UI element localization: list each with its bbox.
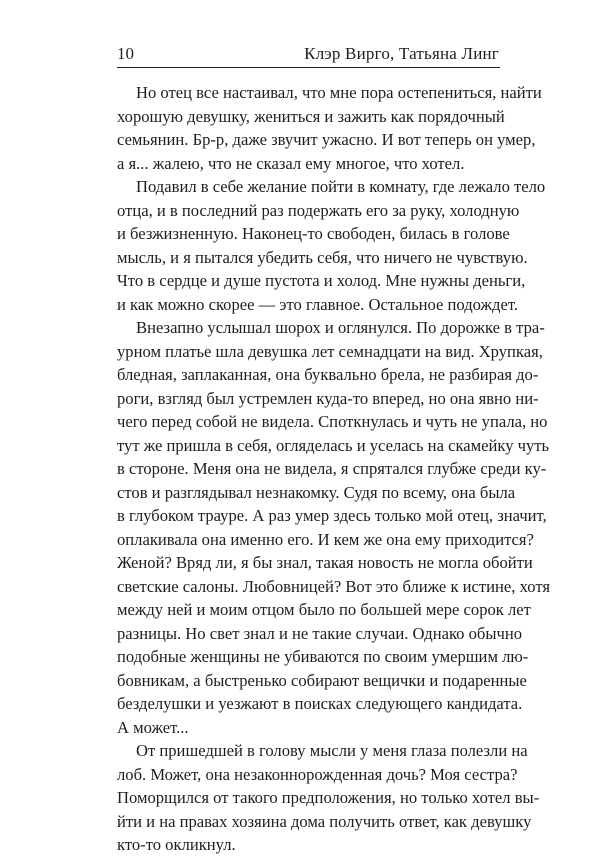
text-line: подобные женщины не убиваются по своим умершим лю- <box>117 647 529 666</box>
text-line: Внезапно услышал шорох и оглянулся. По дорожке в тра- <box>136 318 545 337</box>
text-line: Женой? Вряд ли, я бы знал, такая новость не могла обойти <box>117 553 533 572</box>
text-line: бовникам, а быстренько собирают вещички и подаренные <box>117 670 527 690</box>
text-line: кто-то окликнул. <box>117 835 236 854</box>
header-rule <box>117 67 500 68</box>
text-line: роги, взгляд был устремлен куда-то вперед, но она явно ни- <box>117 388 539 408</box>
text-line: в глубоком трауре. А раз умер здесь только мой отец, значит, <box>117 506 547 525</box>
running-head: Клэр Вирго, Татьяна Линг <box>304 44 499 63</box>
text-line: безделушки и уезжают в поисках следующего кандидата. <box>117 694 523 713</box>
text-line: хорошую девушку, жениться и зажить как порядочный <box>117 106 505 126</box>
text-line: йти и на правах хозяина дома получить ответ, как девушку <box>117 811 532 831</box>
text-line: мысль, и я пытался убедить себя, что ничего не чувствую. <box>117 247 528 267</box>
text-line: чего перед собой не видела. Споткнулась и чуть не упала, но <box>117 412 548 431</box>
text-line: стов и разглядывал незнакомку. Судя по всему, она была <box>117 482 516 502</box>
text-line: А может... <box>117 717 189 737</box>
text-line: урном платье шла девушка лет семнадцати на вид. Хрупкая, <box>117 341 543 361</box>
text-line: тут же пришла в себя, огляделась и уселась на скамейку чуть <box>117 435 550 455</box>
text-line: От пришедшей в голову мысли у меня глаза полезли на <box>136 741 528 760</box>
page-number: 10 <box>117 44 134 63</box>
text-line: и как можно скорее — это главное. Остальное подождет. <box>117 294 518 314</box>
text-line: светские салоны. Любовницей? Вот это ближе к истине, хотя <box>117 576 550 596</box>
body-text <box>117 81 550 857</box>
text-line: бледная, заплаканная, она буквально брела, не разбирая до- <box>117 365 539 384</box>
text-line: Но отец все настаивал, что мне пора остепениться, найти <box>136 83 542 102</box>
text-line: семьянин. Бр-р, даже звучит ужасно. И вот теперь он умер, <box>117 130 536 149</box>
text-line: между ней и моим отцом было по большей мере сорок лет <box>117 600 531 619</box>
text-line: Поморщился от такого предположения, но только хотел вы- <box>117 788 540 807</box>
text-line: разницы. Но свет знал и не такие случаи. Однако обычно <box>117 623 523 643</box>
text-line: оплакивала она именно его. И кем же она ему приходится? <box>117 529 534 549</box>
text-line: Что в сердце и душе пустота и холод. Мне нужны деньги, <box>117 271 526 290</box>
text-line: а я... жалею, что не сказал ему многое, что хотел. <box>117 153 465 173</box>
page-header <box>117 44 499 68</box>
text-line: Подавил в себе желание пойти в комнату, где лежало тело <box>136 177 546 196</box>
text-line: и безжизненную. Наконец-то свободен, билась в голове <box>117 224 510 243</box>
text-line: отца, и в последний раз подержать его за руку, холодную <box>117 200 520 220</box>
text-line: лоб. Может, она незаконнорожденная дочь? Моя сестра? <box>117 764 518 784</box>
text-line: в стороне. Меня она не видела, я спрятался глубже среди ку- <box>117 459 547 478</box>
